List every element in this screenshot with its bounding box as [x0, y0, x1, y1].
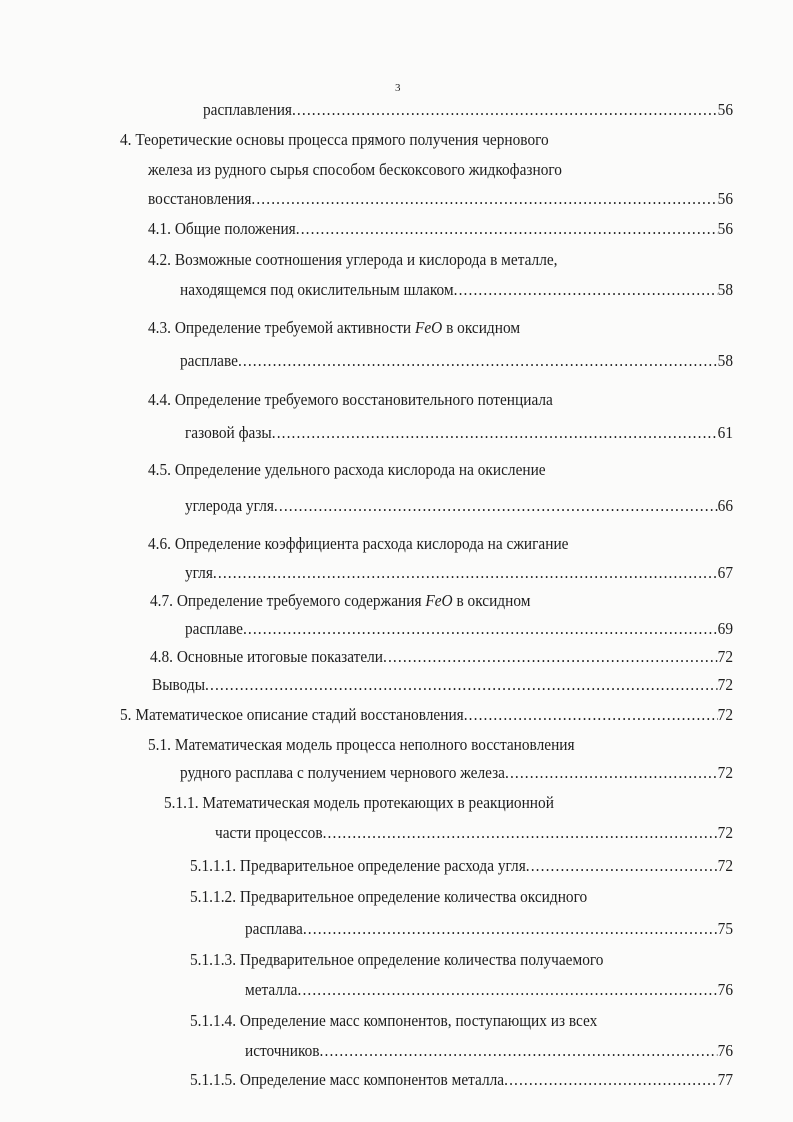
toc-entry-title: расплава — [245, 919, 303, 938]
toc-entry-title: газовой фазы — [185, 423, 272, 442]
toc-entry — [215, 823, 733, 843]
toc-entry-title: углерода угля — [185, 496, 274, 515]
toc-entry-title: Выводы — [152, 675, 206, 694]
leader-dots — [464, 705, 718, 725]
leader-dots — [383, 647, 718, 667]
toc-page-number: 72 — [717, 705, 733, 724]
toc-entry — [148, 318, 520, 338]
toc-entry-title: 5.1.1.5. Определение масс компонентов металла — [190, 1070, 505, 1089]
toc-entry — [245, 980, 733, 1000]
toc-page-number: 76 — [717, 1041, 733, 1060]
toc-entry-title: рудного расплава с получением чернового железа — [180, 763, 505, 782]
toc-entry-title: части процессов — [215, 823, 323, 842]
toc-entry-title: 4.5. Определение удельного расхода кислорода на окисление — [148, 460, 546, 479]
toc-page-number: 56 — [717, 100, 733, 119]
leader-dots — [292, 100, 718, 120]
toc-entry — [148, 250, 558, 270]
toc-entry-title: расплаве — [180, 351, 238, 370]
page-number: 3 — [395, 82, 401, 94]
toc-entry — [150, 591, 530, 611]
toc-entry — [185, 619, 733, 639]
leader-dots — [297, 980, 717, 1000]
toc-page-number: 72 — [717, 856, 733, 875]
toc-entry — [190, 950, 603, 970]
leader-dots — [454, 280, 718, 300]
toc-page-number: 66 — [717, 496, 733, 515]
toc-entry-title: находящемся под окислительным шлаком — [180, 280, 454, 299]
toc-entry — [180, 351, 733, 371]
toc-page-number: 76 — [717, 980, 733, 999]
toc-entry — [190, 1070, 733, 1090]
toc-page-number: 56 — [717, 219, 733, 238]
toc-page-number: 72 — [717, 823, 733, 842]
toc-entry-title: 4.7. Определение требуемого содержания FeO в оксидном — [150, 591, 531, 610]
toc-entry — [185, 496, 733, 516]
toc-entry — [190, 856, 733, 876]
toc-page-number: 67 — [717, 563, 733, 582]
leader-dots — [303, 919, 718, 939]
toc-entry — [148, 460, 546, 480]
toc-entry — [120, 705, 733, 725]
leader-dots — [251, 189, 717, 209]
toc-page-number: 77 — [717, 1070, 733, 1089]
leader-dots — [504, 1070, 718, 1090]
leader-dots — [320, 1041, 718, 1061]
toc-entry — [180, 763, 733, 783]
toc-entry-title: восстановления — [148, 189, 252, 208]
leader-dots — [238, 351, 718, 371]
toc-entry — [150, 647, 733, 667]
toc-entry — [245, 1041, 733, 1061]
toc-entry — [148, 390, 553, 410]
toc-entry-title: расплавления — [203, 100, 292, 119]
toc-page-number: 72 — [717, 647, 733, 666]
toc-entry — [203, 100, 733, 120]
toc-entry — [190, 887, 587, 907]
toc-page-number: 61 — [717, 423, 733, 442]
toc-entry — [190, 1011, 597, 1031]
leader-dots — [526, 856, 718, 876]
toc-page-number: 75 — [717, 919, 733, 938]
toc-entry-title: 5.1.1. Математическая модель протекающих в реакционной — [164, 793, 554, 812]
toc-entry — [164, 793, 554, 813]
toc-entry-title: 4. Теоретические основы процесса прямого получения чернового — [120, 130, 549, 149]
toc-entry-title: 4.4. Определение требуемого восстановительного потенциала — [148, 390, 553, 409]
leader-dots — [296, 219, 718, 239]
toc-entry-title: 4.3. Определение требуемой активности FeO в оксидном — [148, 318, 521, 337]
leader-dots — [243, 619, 718, 639]
toc-entry-title: угля — [185, 563, 213, 582]
toc-entry-title: 5.1.1.3. Предварительное определение количества получаемого — [190, 950, 604, 969]
toc-page-number: 72 — [717, 675, 733, 694]
toc-entry-title: 4.8. Основные итоговые показатели — [150, 647, 384, 666]
toc-page-number: 72 — [717, 763, 733, 782]
toc-entry — [148, 219, 733, 239]
toc-entry — [185, 423, 733, 443]
toc-entry-title: 5.1.1.1. Предварительное определение расхода угля — [190, 856, 526, 875]
leader-dots — [213, 563, 718, 583]
leader-dots — [274, 496, 718, 516]
toc-entry-title: 4.2. Возможные соотношения углерода и кислорода в металле, — [148, 250, 558, 269]
toc-entry — [180, 280, 733, 300]
toc-entry — [148, 735, 575, 755]
leader-dots — [505, 763, 718, 783]
toc-entry-title: 5.1. Математическая модель процесса неполного восстановления — [148, 735, 575, 754]
toc-entry — [185, 563, 733, 583]
toc-entry — [148, 160, 562, 180]
toc-entry-title: 5.1.1.2. Предварительное определение количества оксидного — [190, 887, 588, 906]
toc-entry-title: 5. Математическое описание стадий восстановления — [120, 705, 464, 724]
toc-page-number: 58 — [717, 351, 733, 370]
toc-entry-title: 5.1.1.4. Определение масс компонентов, поступающих из всех — [190, 1011, 598, 1030]
toc-entry — [148, 534, 568, 554]
toc-entry-title: расплаве — [185, 619, 243, 638]
toc-entry — [120, 130, 549, 150]
toc-page-number: 69 — [717, 619, 733, 638]
toc-entry-title: железа из рудного сырья способом бескоксового жидкофазного — [148, 160, 562, 179]
toc-entry-title: источников — [245, 1041, 320, 1060]
leader-dots — [323, 823, 718, 843]
toc-entry-title: 4.6. Определение коэффициента расхода кислорода на сжигание — [148, 534, 569, 553]
toc-entry — [148, 189, 733, 209]
toc-entry-title: металла — [245, 980, 298, 999]
toc-entry — [245, 919, 733, 939]
leader-dots — [272, 423, 718, 443]
toc-page-number: 58 — [717, 280, 733, 299]
toc-entry-title: 4.1. Общие положения — [148, 219, 296, 238]
toc-page-number: 56 — [717, 189, 733, 208]
toc-entry — [152, 675, 733, 695]
leader-dots — [205, 675, 718, 695]
